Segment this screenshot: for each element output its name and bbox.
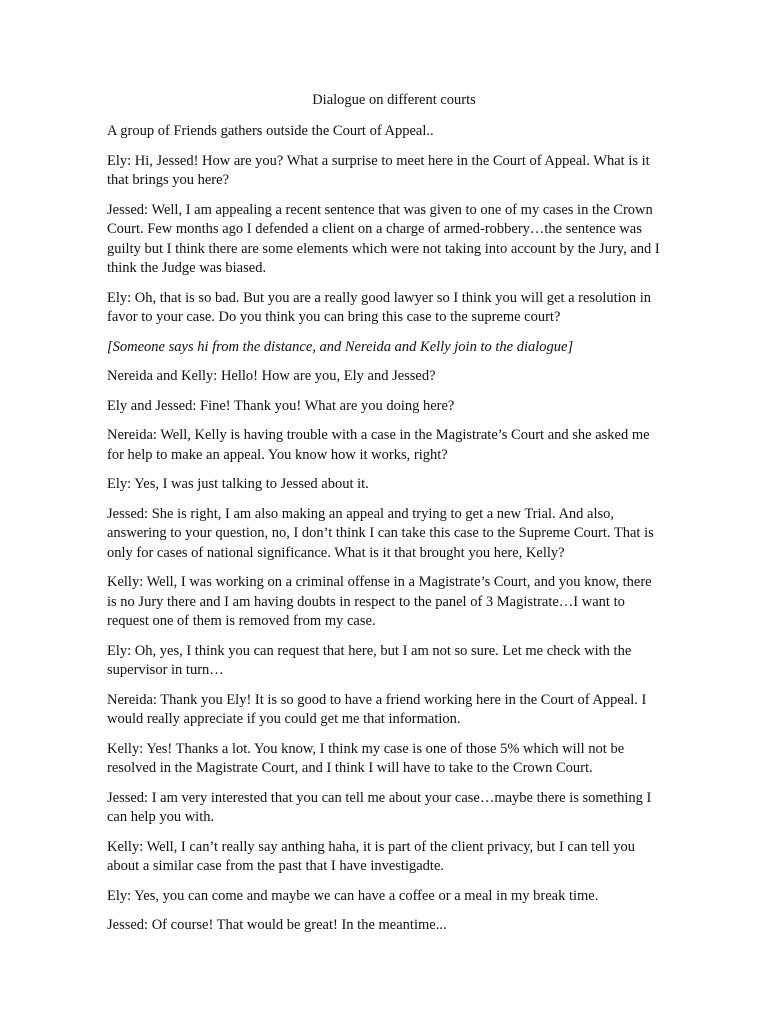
paragraph-kelly-2: Kelly: Yes! Thanks a lot. You know, I think my case is one of those 5% which will not be resolved in the Magistrate Court, and I think I will have to take to the Crown Court. [107, 740, 625, 776]
paragraph-kelly-3: Kelly: Well, I can’t really say anthing haha, it is part of the client privacy, but I can tell you about a similar case from the past that I have investigadte. [107, 838, 636, 874]
paragraph-nereida-2: Nereida: Thank you Ely! It is so good to have a friend working here in the Court of Appeal. I would really appreciate if you could get me that information. [107, 691, 647, 727]
paragraph-ely-3: Ely: Yes, I was just talking to Jessed about it. [107, 476, 369, 492]
paragraph-ely-2: Ely: Oh, that is so bad. But you are a really good lawyer so I think you will get a resolution in favor to your case. Do you think you can bring this case to the supreme court? [107, 289, 652, 325]
paragraph-jessed-3: Jessed: I am very interested that you can tell me about your case…maybe there is something I can help you with. [107, 789, 652, 825]
paragraph-kelly-1: Kelly: Well, I was working on a criminal offense in a Magistrate’s Court, and you know, there is no Jury there and I am having doubts in respect to the panel of 3 Magistrate…I want to request one of them is removed from my case. [107, 574, 652, 629]
paragraph-ely-5: Ely: Yes, you can come and maybe we can have a coffee or a meal in my break time. [107, 887, 599, 904]
paragraph-jessed-2: Jessed: She is right, I am also making an appeal and trying to get a new Trial. And also, answering to your question, no, I don’t think I can take this case to the Supreme Court. That is only for cases of national significance. What is it that brought you here, Kelly? [107, 505, 654, 561]
paragraph-jessed-4: Jessed: Of course! That would be great! In the meantime... [107, 917, 447, 933]
paragraph-nereida-1: Nereida: Well, Kelly is having trouble with a case in the Magistrate’s Court and she asked me for help to make an appeal. You know how it works, right? [107, 427, 650, 463]
stage-direction: [Someone says hi from the distance, and Nereida and Kelly join to the dialogue] [107, 338, 574, 355]
paragraph-intro: A group of Friends gathers outside the Court of Appeal.. [107, 123, 434, 139]
paragraph-ely-jessed: Ely and Jessed: Fine! Thank you! What are you doing here? [107, 397, 455, 414]
paragraph-nereida-kelly: Nereida and Kelly: Hello! How are you, Ely and Jessed? [107, 368, 436, 384]
document-title: Dialogue on different courts [312, 92, 476, 108]
paragraph-ely-4: Ely: Oh, yes, I think you can request that here, but I am not so sure. Let me check with the supervisor in turn… [107, 642, 632, 678]
paragraph-ely-1: Ely: Hi, Jessed! How are you? What a surprise to meet here in the Court of Appeal. What is it that brings you here? [107, 152, 650, 188]
paragraph-jessed-1: Jessed: Well, I am appealing a recent sentence that was given to one of my cases in the Crown Court. Few months ago I defended a client on a charge of armed-robbery…the sentence was guilty but I think there are some elements which were not taking into account by the Jury, and I think the Judge was biased. [107, 201, 660, 276]
